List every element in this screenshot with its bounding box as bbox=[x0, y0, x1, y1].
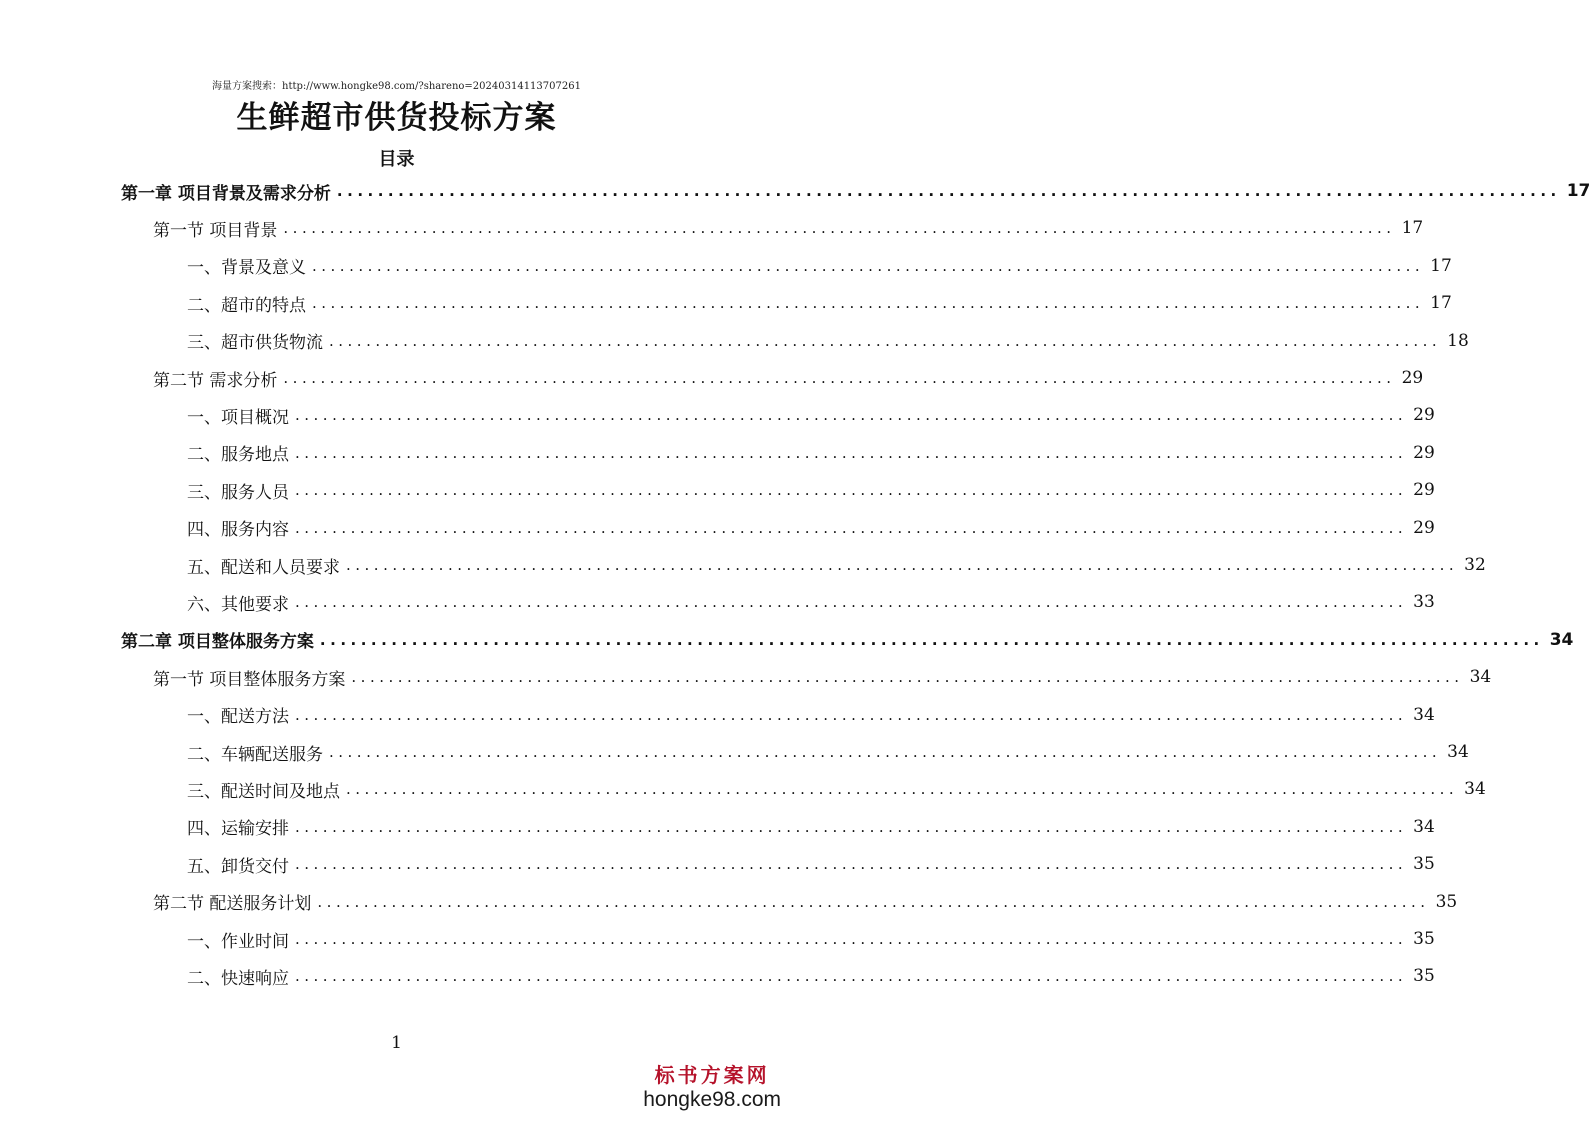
document-title: 生鲜超市供货投标方案 bbox=[236, 100, 557, 136]
toc-dot-leader: ........................................................................................................................ bbox=[295, 518, 1408, 537]
toc-entry-page: 29 bbox=[1413, 405, 1435, 426]
toc-entry-label: 二、车辆配送服务 bbox=[187, 744, 323, 765]
toc-entry-label: 二、快速响应 bbox=[187, 968, 289, 989]
site-watermark bbox=[643, 1059, 781, 1112]
toc-entry-label: 二、服务地点 bbox=[187, 445, 289, 466]
toc-entry-section[interactable] bbox=[153, 213, 1424, 243]
toc-entry-label: 五、卸货交付 bbox=[187, 856, 289, 877]
toc-entry-page: 34 bbox=[1413, 816, 1435, 837]
toc-entry-page: 17 bbox=[1566, 181, 1590, 201]
toc-entry-page: 34 bbox=[1549, 629, 1574, 650]
toc-entry-item[interactable] bbox=[187, 924, 1435, 954]
toc-entry-label: 四、服务内容 bbox=[187, 520, 289, 541]
toc-entry-chapter[interactable] bbox=[121, 176, 1590, 206]
toc-entry-label: 第一章 项目背景及需求分析 bbox=[121, 183, 331, 204]
toc-dot-leader: ........................................................................................................................ bbox=[351, 668, 1464, 687]
toc-entry-item[interactable] bbox=[187, 513, 1435, 543]
toc-entry-item[interactable] bbox=[187, 774, 1486, 804]
toc-dot-leader: ........................................................................................................................ bbox=[295, 855, 1408, 874]
toc-dot-leader: ........................................................................................................................ bbox=[295, 967, 1408, 986]
toc-entry-section[interactable] bbox=[153, 363, 1424, 393]
toc-entry-page: 35 bbox=[1435, 891, 1458, 912]
toc-dot-leader: ........................................................................................................................ bbox=[317, 892, 1430, 911]
watermark-en-text: hongke98.com bbox=[643, 1088, 781, 1111]
toc-dot-leader: ........................................................................................................................ bbox=[295, 443, 1408, 462]
toc-entry-page: 17 bbox=[1430, 255, 1452, 276]
toc-dot-leader: ........................................................................................................................ bbox=[295, 406, 1408, 425]
toc-entry-page: 35 bbox=[1413, 929, 1435, 949]
toc-entry-chapter[interactable] bbox=[121, 625, 1574, 655]
toc-entry-item[interactable] bbox=[187, 550, 1486, 580]
toc-entry-page: 17 bbox=[1430, 293, 1452, 314]
toc-entry-label: 一、背景及意义 bbox=[187, 258, 306, 279]
header-url-text: 海量方案搜索：http://www.hongke98.com/?shareno=20240314113707261 bbox=[212, 81, 581, 92]
toc-entry-page: 34 bbox=[1447, 742, 1469, 762]
toc-entry-item[interactable] bbox=[187, 812, 1435, 842]
toc-entry-label: 第二章 项目整体服务方案 bbox=[121, 632, 314, 653]
toc-entry-label: 三、超市供货物流 bbox=[187, 333, 323, 354]
toc-entry-item[interactable] bbox=[187, 400, 1435, 430]
toc-dot-leader: ........................................................................................................................ bbox=[312, 294, 1425, 313]
toc-entry-page: 17 bbox=[1401, 218, 1424, 239]
toc-entry-item[interactable] bbox=[187, 849, 1435, 879]
toc-entry-label: 第一节 项目背景 bbox=[153, 220, 278, 241]
toc-entry-item[interactable] bbox=[187, 587, 1435, 617]
toc-entry-item[interactable] bbox=[187, 288, 1452, 318]
toc-dot-leader: ........................................................................................................................ bbox=[329, 743, 1442, 761]
toc-entry-page: 33 bbox=[1413, 592, 1435, 613]
toc-entry-page: 35 bbox=[1413, 854, 1435, 875]
toc-entry-label: 一、项目概况 bbox=[187, 407, 289, 428]
toc-entry-page: 34 bbox=[1413, 704, 1435, 725]
toc-entry-label: 第二节 需求分析 bbox=[153, 370, 278, 391]
toc-entry-label: 三、服务人员 bbox=[187, 482, 289, 503]
toc-entry-label: 第二节 配送服务计划 bbox=[153, 894, 312, 915]
toc-entry-section[interactable] bbox=[153, 662, 1492, 692]
toc-entry-item[interactable] bbox=[187, 961, 1435, 991]
toc-dot-leader: ........................................................................................................................ bbox=[336, 182, 1561, 200]
toc-entry-page: 29 bbox=[1401, 368, 1424, 388]
toc-entry-item[interactable] bbox=[187, 438, 1435, 468]
toc-entry-section[interactable] bbox=[153, 887, 1458, 917]
toc-dot-leader: ........................................................................................................................ bbox=[329, 331, 1442, 350]
toc-entry-label: 五、配送和人员要求 bbox=[187, 557, 340, 578]
toc-entry-item[interactable] bbox=[187, 326, 1469, 356]
toc-entry-page: 29 bbox=[1413, 480, 1435, 501]
toc-entry-label: 四、运输安排 bbox=[187, 819, 289, 840]
toc-dot-leader: ........................................................................................................................ bbox=[283, 219, 1396, 238]
toc-dot-leader: ........................................................................................................................ bbox=[283, 369, 1396, 387]
toc-entry-page: 29 bbox=[1413, 442, 1435, 463]
toc-dot-leader: ........................................................................................................................ bbox=[295, 705, 1408, 724]
toc-entry-label: 六、其他要求 bbox=[187, 594, 289, 615]
toc-dot-leader: ........................................................................................................................ bbox=[319, 630, 1544, 649]
toc-entry-item[interactable] bbox=[187, 737, 1469, 767]
toc-dot-leader: ........................................................................................................................ bbox=[295, 481, 1408, 500]
toc-dot-leader: ........................................................................................................................ bbox=[346, 780, 1459, 799]
toc-dot-leader: ........................................................................................................................ bbox=[295, 817, 1408, 836]
toc-dot-leader: ........................................................................................................................ bbox=[346, 556, 1459, 574]
toc-dot-leader: ........................................................................................................................ bbox=[295, 930, 1408, 948]
toc-entry-page: 34 bbox=[1464, 779, 1486, 800]
toc-heading: 目录 bbox=[378, 149, 415, 170]
toc-entry-page: 34 bbox=[1469, 667, 1492, 688]
toc-entry-item[interactable] bbox=[187, 475, 1435, 505]
page-number: 1 bbox=[391, 1033, 402, 1053]
toc-entry-label: 一、配送方法 bbox=[187, 707, 289, 728]
toc-entry-page: 18 bbox=[1447, 330, 1469, 351]
toc-dot-leader: ........................................................................................................................ bbox=[312, 256, 1425, 275]
toc-dot-leader: ........................................................................................................................ bbox=[295, 593, 1408, 612]
toc-entry-label: 二、超市的特点 bbox=[187, 295, 306, 316]
toc-entry-item[interactable] bbox=[187, 700, 1435, 730]
toc-entry-page: 29 bbox=[1413, 517, 1435, 538]
toc-entry-label: 三、配送时间及地点 bbox=[187, 781, 340, 802]
watermark-cn-text: 标书方案网 bbox=[654, 1063, 770, 1087]
toc-entry-label: 第一节 项目整体服务方案 bbox=[153, 669, 346, 690]
toc-entry-page: 32 bbox=[1464, 555, 1486, 575]
toc-entry-page: 35 bbox=[1413, 966, 1435, 987]
toc-entry-label: 一、作业时间 bbox=[187, 931, 289, 952]
toc-entry-item[interactable] bbox=[187, 251, 1452, 281]
